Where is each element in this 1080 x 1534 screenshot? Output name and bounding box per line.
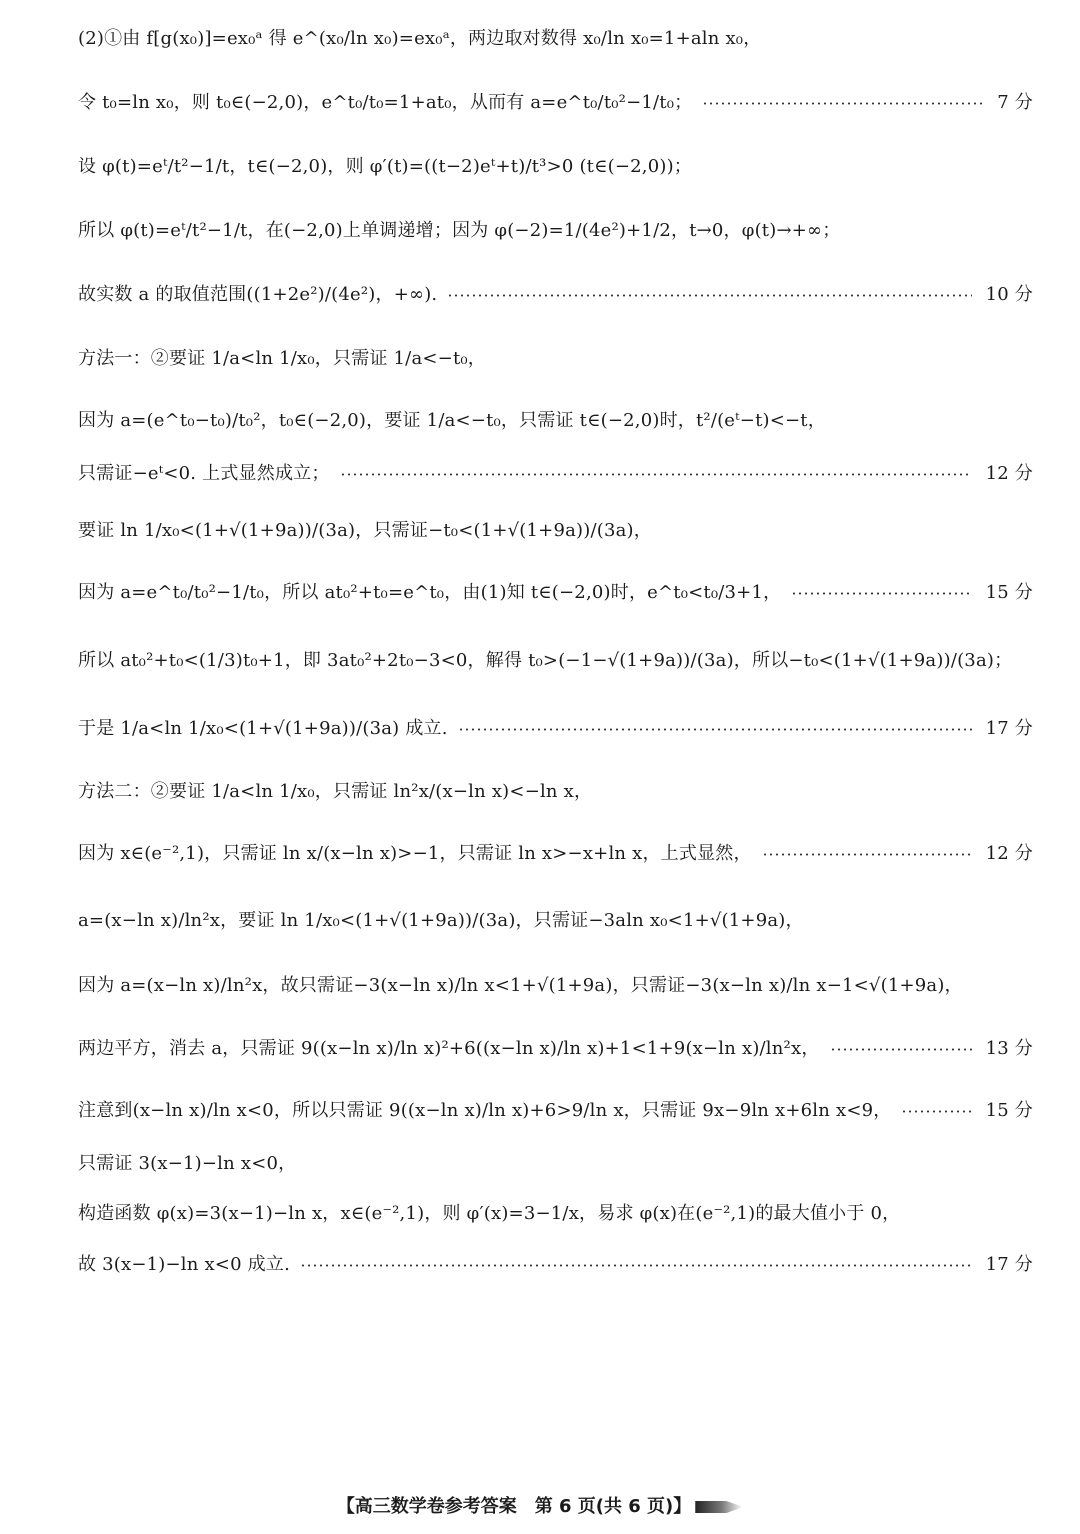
leader-dots [791,592,971,595]
footer-text: 【高三数学卷参考答案 第 6 页(共 6 页)】 [336,1496,692,1517]
solution-line [78,783,1033,801]
leader-dots [340,473,972,476]
solution-line [78,584,1033,602]
solution-line [78,1040,1033,1058]
score-label: 15 分 [985,582,1033,603]
solution-text: 只需证−eᵗ<0. 上式显然成立； [78,463,330,484]
solution-text: 只需证 3(x−1)−ln x<0， [78,1153,297,1174]
solution-text: 要证 ln 1/x₀<(1+√(1+9a))/(3a)，只需证−t₀<(1+√(1+9a))/(3a)， [78,520,652,541]
solution-text: 注意到(x−ln x)/ln x<0，所以只需证 9((x−ln x)/ln x)+6>9/ln x，只需证 9x−9ln x+6ln x<9， [78,1100,892,1121]
score-label: 15 分 [985,1100,1033,1121]
solution-text: (2)①由 f[g(x₀)]=ex₀ᵃ 得 e^(x₀/ln x₀)=ex₀ᵃ，两边取对数得 x₀/ln x₀=1+aln x₀， [78,28,762,49]
leader-dots [458,728,972,731]
solution-line [78,412,1033,430]
solution-text: 设 φ(t)=eᵗ/t²−1/t，t∈(−2,0)，则 φ′(t)=((t−2)eᵗ+t)/t³>0 (t∈(−2,0))； [78,156,692,177]
solution-line [78,1155,1033,1173]
solution-text: 所以 φ(t)=eᵗ/t²−1/t，在(−2,0)上单调递增；因为 φ(−2)=1/(4e²)+1/2，t→0，φ(t)→+∞； [78,220,841,241]
score-label: 12 分 [985,843,1033,864]
solution-line [78,522,1033,540]
page-footer [0,1492,1080,1518]
solution-text: 故实数 a 的取值范围((1+2e²)/(4e²)，+∞). [78,284,438,305]
solution-line [78,1102,1033,1120]
solution-line [78,465,1033,483]
leader-dots [901,1110,971,1113]
score-label: 13 分 [985,1038,1033,1059]
solution-line [78,845,1033,863]
solution-line [78,720,1033,738]
solution-line [78,286,1033,304]
solution-line [78,222,1033,240]
score-label: 7 分 [997,92,1033,113]
solution-text: 因为 a=e^t₀/t₀²−1/t₀，所以 at₀²+t₀=e^t₀，由(1)知 t∈(−2,0)时，e^t₀<t₀/3+1， [78,582,782,603]
solution-text: 两边平方，消去 a，只需证 9((x−ln x)/ln x)²+6((x−ln x)/ln x)+1<1+9(x−ln x)/ln²x， [78,1038,820,1059]
solution-line [78,30,1033,48]
leader-dots [762,853,972,856]
solution-line [78,652,1033,670]
score-label: 10 分 [985,284,1033,305]
leader-dots [702,102,983,105]
solution-text: 因为 x∈(e⁻²,1)，只需证 ln x/(x−ln x)>−1，只需证 ln x>−x+ln x，上式显然， [78,843,752,864]
leader-dots [447,294,971,297]
solution-line [78,350,1033,368]
leader-dots [830,1048,972,1051]
score-label: 17 分 [985,1254,1033,1275]
solution-text: a=(x−ln x)/ln²x，要证 ln 1/x₀<(1+√(1+9a))/(3a)，只需证−3aln x₀<1+√(1+9a)， [78,910,804,931]
solution-line [78,1205,1033,1223]
solution-text: 因为 a=(e^t₀−t₀)/t₀²，t₀∈(−2,0)，要证 1/a<−t₀，只需证 t∈(−2,0)时，t²/(eᵗ−t)<−t， [78,410,826,431]
solution-line [78,912,1033,930]
solution-line [78,94,1033,112]
solution-text: 方法二：②要证 1/a<ln 1/x₀，只需证 ln²x/(x−ln x)<−ln x， [78,781,593,802]
solution-text: 因为 a=(x−ln x)/ln²x，故只需证−3(x−ln x)/ln x<1+√(1+9a)，只需证−3(x−ln x)/ln x−1<√(1+9a)， [78,975,963,996]
score-label: 12 分 [985,463,1033,484]
leader-dots [300,1264,972,1267]
solution-text: 故 3(x−1)−ln x<0 成立. [78,1254,290,1275]
solution-text: 所以 at₀²+t₀<(1/3)t₀+1，即 3at₀²+2t₀−3<0，解得 t₀>(−1−√(1+9a))/(3a)，所以−t₀<(1+√(1+9a))/(3a)； [78,650,1013,671]
score-label: 17 分 [985,718,1033,739]
solution-line [78,977,1033,995]
solution-text: 令 t₀=ln x₀，则 t₀∈(−2,0)，e^t₀/t₀=1+at₀，从而有 a=e^t₀/t₀²−1/t₀； [78,92,693,113]
solution-line [78,158,1033,176]
solution-text: 方法一：②要证 1/a<ln 1/x₀，只需证 1/a<−t₀， [78,348,486,369]
solution-text: 构造函数 φ(x)=3(x−1)−ln x，x∈(e⁻²,1)，则 φ′(x)=3−1/x，易求 φ(x)在(e⁻²,1)的最大值小于 0， [78,1203,901,1224]
arrow-mark-icon [695,1501,743,1513]
solution-line [78,1256,1033,1274]
solution-text: 于是 1/a<ln 1/x₀<(1+√(1+9a))/(3a) 成立. [78,718,448,739]
